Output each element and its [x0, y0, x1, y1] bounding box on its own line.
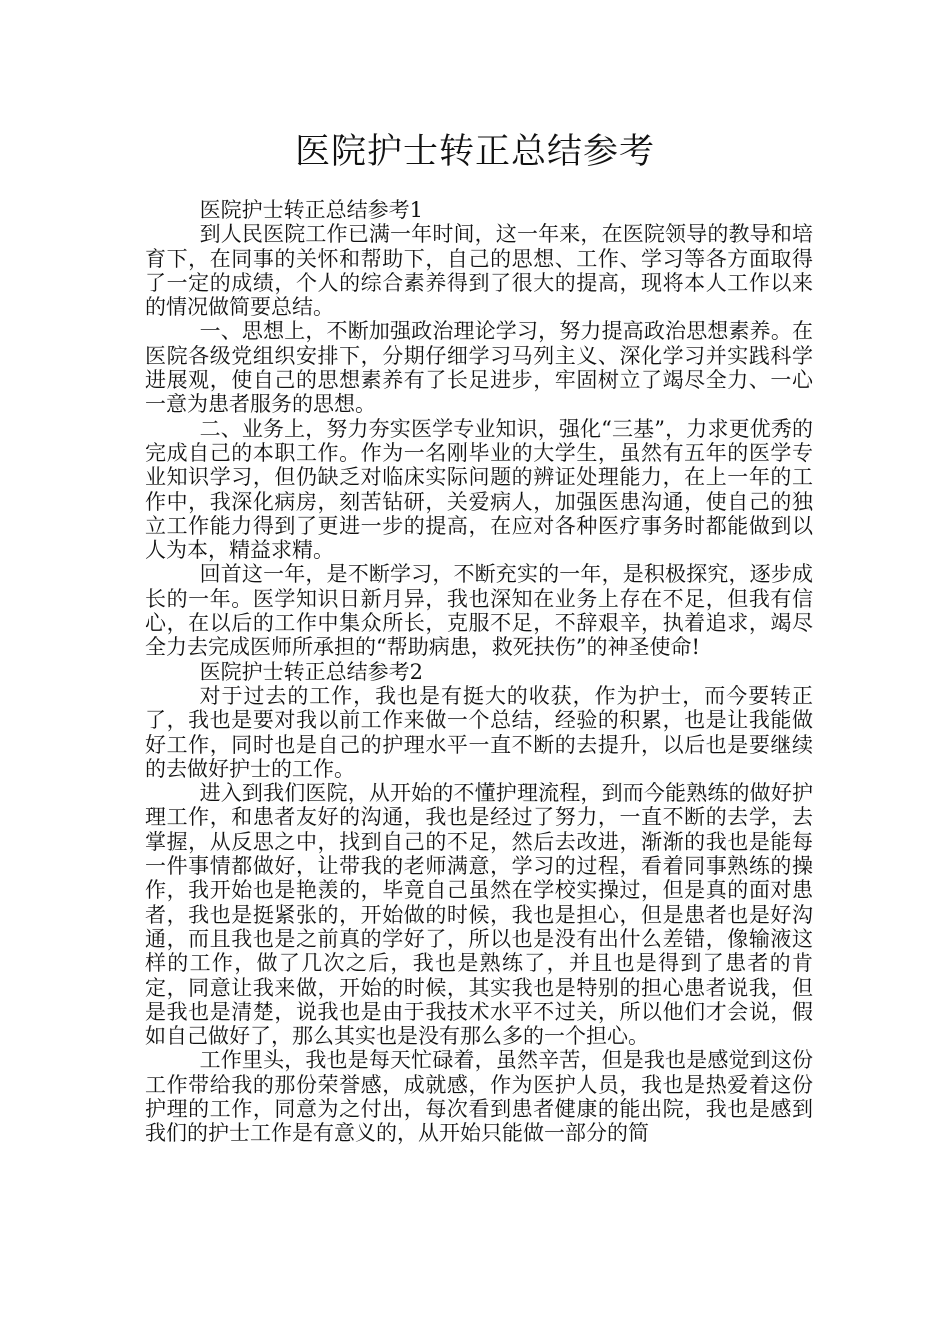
paragraph: 回首这一年，是不断学习，不断充实的一年，是积极探究，逐步成长的一年。医学知识日新月异，我也深知在业务上存在不足，但我有信心，在以后的工作中集众所长，克服不足，不辞艰辛，执着追求，竭尽全力去完成医师所承担的“帮助病患，救死扶伤”的神圣使命!	[145, 562, 813, 660]
document-body	[145, 198, 813, 1146]
paragraph: 到人民医院工作已满一年时间，这一年来，在医院领导的教导和培育下，在同事的关怀和帮助下，自己的思想、工作、学习等各方面取得了一定的成绩，个人的综合素养得到了很大的提高，现将本人工作以来的情况做简要总结。	[145, 222, 813, 320]
document-title: 医院护士转正总结参考	[294, 132, 655, 172]
paragraph: 进入到我们医院，从开始的不懂护理流程，到而今能熟练的做好护理工作，和患者友好的沟通，我也是经过了努力，一直不断的去学，去掌握，从反思之中，找到自己的不足，然后去改进，渐渐的我也是能每一件事情都做好，让带我的老师满意，学习的过程，看着同事熟练的操作，我开始也是艳羡的，毕竟自己虽然在学校实操过，但是真的面对患者，我也是挺紧张的，开始做的时候，我也是担心，但是患者也是好沟通，而且我也是之前真的学好了，所以也是没有出什么差错，像输液这样的工作，做了几次之后，我也是熟练了，并且也是得到了患者的肯定，同意让我来做，开始的时候，其实我也是特别的担心患者说我，但是我也是清楚，说我也是由于我技术水平不过关，所以他们才会说，假如自己做好了，那么其实也是没有那么多的一个担心。	[145, 781, 813, 1049]
paragraph: 一、思想上，不断加强政治理论学习，努力提高政治思想素养。在医院各级党组织安排下，分期仔细学习马列主义、深化学习并实践科学进展观，使自己的思想素养有了长足进步，牢固树立了竭尽全力、一心一意为患者服务的思想。	[145, 319, 813, 417]
section-heading-1: 医院护士转正总结参考1	[199, 198, 423, 222]
paragraph: 对于过去的工作，我也是有挺大的收获，作为护士，而今要转正了，我也是要对我以前工作来做一个总结，经验的积累，也是让我能做好工作，同时也是自己的护理水平一直不断的去提升，以后也是要继续的去做好护士的工作。	[145, 683, 813, 781]
paragraph: 二、业务上，努力夯实医学专业知识，强化“三基”，力求更优秀的完成自己的本职工作。作为一名刚毕业的大学生，虽然有五年的医学专业知识学习，但仍缺乏对临床实际问题的辨证处理能力，在上一年的工作中，我深化病房，刻苦钻研，关爱病人，加强医患沟通，使自己的独立工作能力得到了更进一步的提高，在应对各种医疗事务时都能做到以人为本，精益求精。	[145, 416, 813, 563]
paragraph: 工作里头，我也是每天忙碌着，虽然辛苦，但是我也是感觉到这份工作带给我的那份荣誉感，成就感，作为医护人员，我也是热爱着这份护理的工作，同意为之付出，每次看到患者健康的能出院，我也是感到我们的护士工作是有意义的，从开始只能做一部分的简	[145, 1048, 813, 1146]
section-heading-2: 医院护士转正总结参考2	[199, 659, 423, 684]
